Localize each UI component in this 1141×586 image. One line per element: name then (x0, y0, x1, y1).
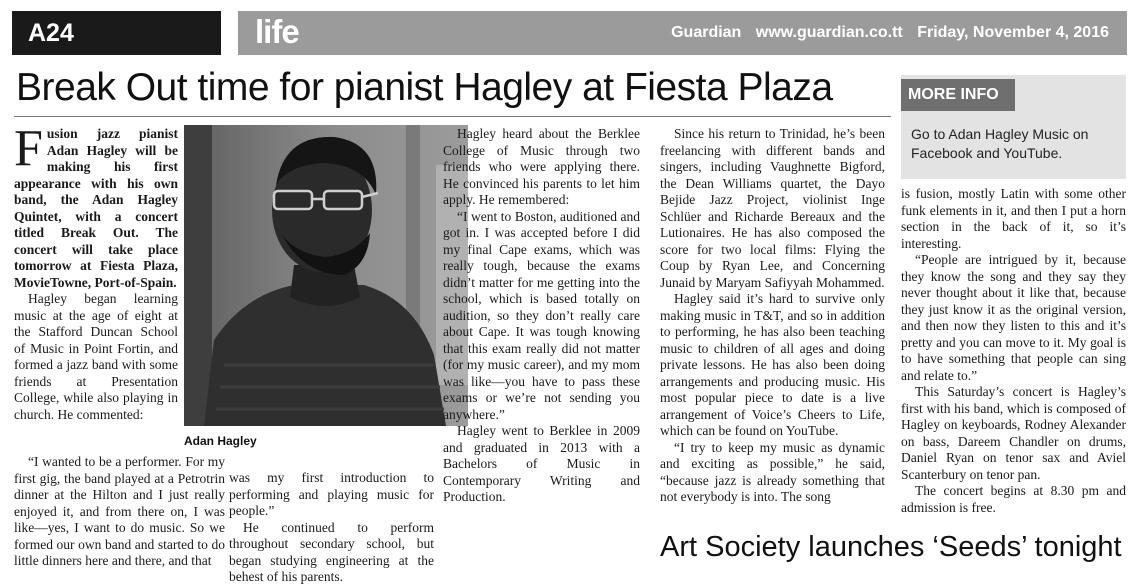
paragraph: “People are intrigued by it, because they know the song and they say they never thought about it like that, because they just know it as the original version, and then now they listen to this and it’s pretty and you can move to it. My goal is to have something that people can sing and relate to.” (901, 252, 1126, 383)
portrait-image (184, 125, 468, 426)
section-title: life (255, 13, 299, 50)
page-number: A24 (12, 11, 221, 55)
website-link[interactable]: www.guardian.co.tt (755, 24, 903, 41)
article-column-5 (901, 186, 1126, 516)
paragraph: Hagley began learning music at the age of eight at the Stafford Duncan School of Music in Point Fortin, and formed a jazz band with some friends at Presentation College, while also playing in church. He commented: (14, 291, 178, 422)
paragraph: The concert begins at 8.30 pm and admission is free. (901, 483, 1126, 515)
photo-caption: Adan Hagley (184, 434, 257, 448)
paragraph: was my first introduction to performing and playing music for people.” (229, 470, 434, 518)
paragraph: Hagley went to Berklee in 2009 and graduated in 2013 with a Bachelors of Music in Contemporary Writing and Production. (443, 423, 640, 504)
article-lead-paragraph (14, 120, 178, 291)
article-column-2 (229, 470, 434, 586)
paragraph: This Saturday’s concert is Hagley’s first with his band, which is composed of Hagley on keyboards, Rodney Alexander on bass, Dareem Chandler on drums, Daniel Ryan on tenor sax and Aviel Scanterbury on tenor pan. (901, 384, 1126, 482)
article-column-1 (14, 120, 178, 423)
paragraph: is fusion, mostly Latin with some other funk elements in it, and then I put a horn section in the back of it, so it’s interesting. (901, 186, 1126, 251)
article-column-3 (443, 126, 640, 506)
section-header-bar (238, 11, 1127, 55)
dropcap-letter: F (14, 120, 43, 177)
paragraph: Hagley heard about the Berklee College of Music through two friends who were applying there. He convinced his parents to let him apply. He remembered: (443, 126, 640, 207)
paragraph: “I wanted to be a performer. For my first gig, the band played at a Petrotrin dinner at the Hilton and I just really enjoyed it, and from there on, I was like—yes, I want to do music. So we formed our own band and started to do little dinners here and there, and that (14, 454, 225, 568)
more-info-text: Go to Adan Hagley Music on Facebook and YouTube. (911, 126, 1089, 161)
article-column-4 (660, 126, 885, 506)
article-headline: Break Out time for pianist Hagley at Fiesta Plaza (16, 66, 833, 109)
more-info-box (901, 75, 1126, 179)
more-info-label: MORE INFO (901, 79, 1015, 111)
lead-text: usion jazz pianist Adan Hagley will be making his first appearance with his own band, the Adan Hagley Quintet, with a concert titled Break Out. The concert will take place tomorrow at Fiesta Plaza, MovieTowne, Port-of-Spain. (14, 126, 178, 290)
article-column-1-continued (14, 454, 225, 570)
next-story-headline: Art Society launches ‘Seeds’ tonight (660, 531, 1122, 563)
headline-rule (14, 116, 891, 117)
paragraph: He continued to perform throughout secondary school, but began studying engineering at the behest of his parents. (229, 519, 434, 584)
article-photo (184, 125, 468, 426)
paragraph: Hagley said it’s hard to survive only making music in T&T, and so in addition to performing, he has also been teaching music to children of all ages and doing private lessons. He has also been doing arrangements and producing music. His most popular piece to date is a live arrangement of Voice’s Cheers to Life, which can be found on YouTube. (660, 291, 885, 438)
paragraph: “I went to Boston, auditioned and got in. I was accepted before I did my final Cape exams, which was really tough, because the exams didn’t matter for me getting into the school, which is based totally on audition, so they don’t really care about Cape. It was tough knowing that this exam really did not matter (for my music career), and my mom was like—you have to pass these exams or we’re not sending you anywhere.” (443, 208, 640, 422)
masthead-meta (661, 11, 1109, 55)
paragraph: “I try to keep my music as dynamic and exciting as possible,” he said, “because jazz is already something that not everybody is into. The song (660, 439, 885, 504)
issue-date: Friday, November 4, 2016 (917, 24, 1109, 41)
publication-name: Guardian (671, 24, 742, 41)
paragraph: Since his return to Trinidad, he’s been freelancing with different bands and singers, including Vaughnette Bigford, the Dean Williams quartet, the Dayo Bejide Jazz Project, violinist Inge Schlüer and Richarde Bereaux and the Lutionaires. He has also composed the score for two local films: Flying the Coup by Ryan Lee, and Concerning Junaid by Maryam Safiyyah Mohammed. (660, 126, 885, 290)
